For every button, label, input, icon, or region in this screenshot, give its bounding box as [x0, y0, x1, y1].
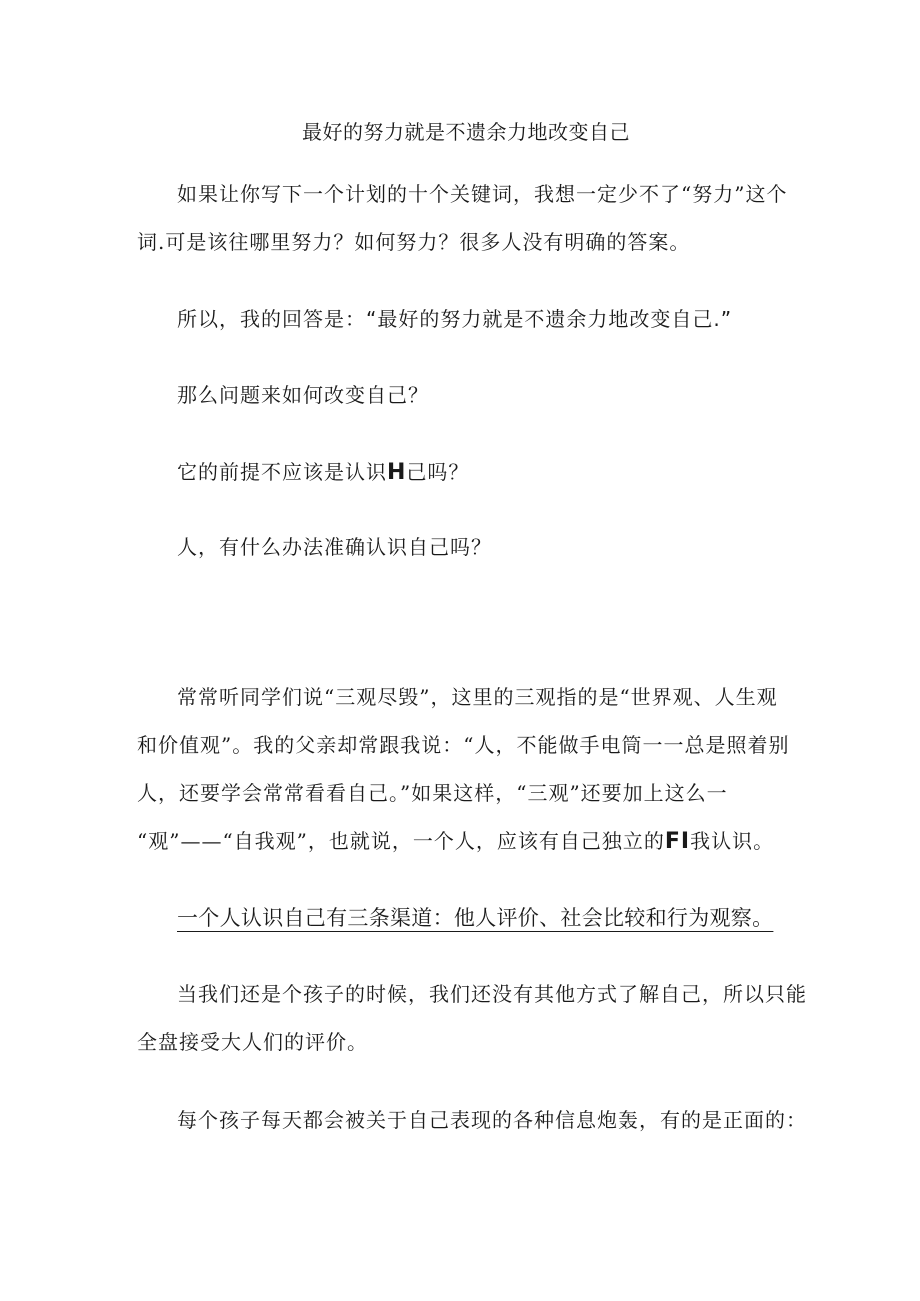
- paragraph-6-line-4-glyph: FI: [664, 829, 691, 854]
- paragraph-2-quote: “最好的努力就是不遗余力地改变自己.”: [366, 307, 733, 331]
- paragraph-4: [177, 458, 469, 487]
- paragraph-7-line-2: 全盘接受大人们的评价。: [137, 1030, 368, 1054]
- paragraph-5: 人，有什么办法准确认识自己吗？: [177, 535, 492, 559]
- paragraph-4-glyph: H: [387, 460, 407, 485]
- paragraph-1-line-2: 词.可是该往哪里努力？如何努力？很多人没有明确的答案。: [137, 230, 691, 254]
- paragraph-6-line-4: [137, 827, 774, 856]
- page-title: 最好的努力就是不遗余力地改变自己: [302, 120, 630, 144]
- paragraph-8: 每个孩子每天都会被关于自己表现的各种信息炮轰，有的是正面的：: [177, 1108, 807, 1132]
- paragraph-4-before: 它的前提不应该是认识: [177, 460, 387, 484]
- paragraph-6-line-1: 常常听同学们说“三观尽毁”，这里的三观指的是“世界观、人生观: [177, 685, 778, 709]
- paragraph-2-lead: 所以，我的回答是：: [177, 307, 366, 331]
- paragraph-6-line-4-after: 我认识。: [690, 829, 775, 853]
- paragraph-6-line-4-before: “观”——“自我观”，也就说，一个人，应该有自己独立的: [137, 829, 665, 853]
- paragraph-6-line-3: 人，还要学会常常看看自己。”如果这样，“三观”还要加上这么一: [137, 781, 728, 805]
- paragraph-2: [177, 305, 732, 333]
- paragraph-4-after: 己吗？: [406, 460, 470, 484]
- paragraph-3: 那么问题来如何改变自己？: [177, 383, 429, 407]
- section-heading: 一个人认识自己有三条渠道：他人评价、社会比较和行为观察。: [177, 906, 774, 930]
- paragraph-6-line-2: 和价值观”。我的父亲却常跟我说：“人，不能做手电筒一一总是照着别: [137, 733, 790, 757]
- paragraph-7-line-1: 当我们还是个孩子的时候，我们还没有其他方式了解自己，所以只能: [177, 982, 807, 1006]
- paragraph-1-line-1: 如果让你写下一个计划的十个关键词，我想一定少不了“努力”这个: [177, 182, 788, 206]
